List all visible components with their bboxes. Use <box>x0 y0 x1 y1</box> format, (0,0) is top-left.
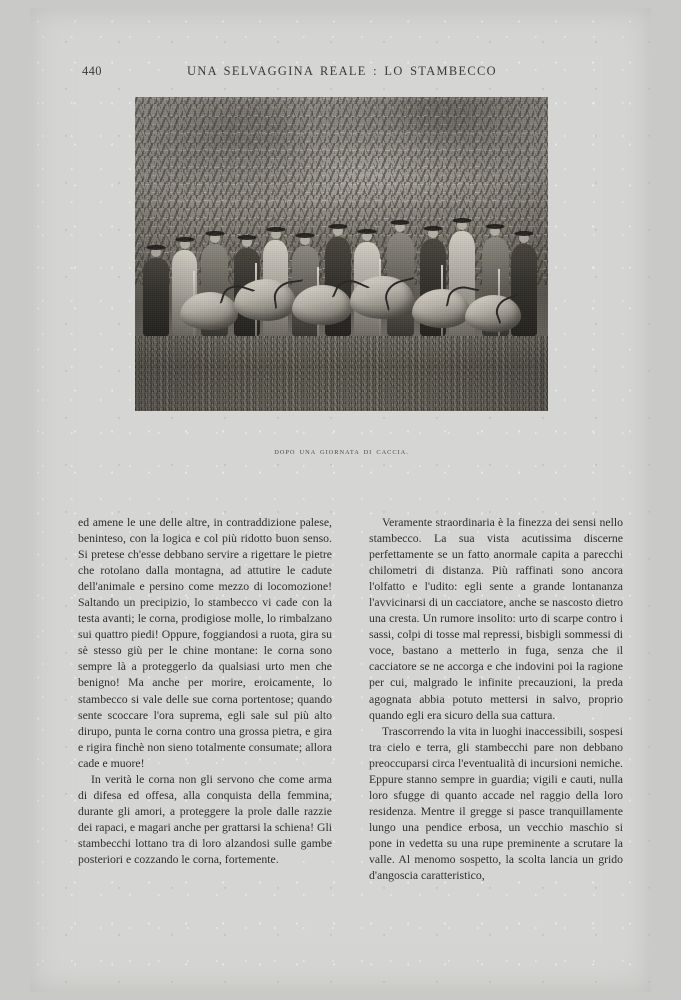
running-head <box>82 64 602 82</box>
paragraph: Veramente straordinaria è la finezza dei sensi nello stambecco. La sua vista acutissima discerne perfettamente se un fatto anormale capita a parecchi chilometri di distanza. Più raffinati sono ancora l'olfatto e l'udito: egli sente a grande lontananza l'avvicinarsi di un cacciatore, anche se nascosto dietro una cresta. Un rumore insolito: urto di scarpe contro i sassi, colpi di tosse mal repressi, bisbigli sommessi di voce, bastano a metterlo in fuga, senza che il cacciatore se ne accorga e che indovini poi la ragione per cui, malgrado le infinite precauzioni, la preda agognata abbia potuto mettersi in salvo, proprio quando egli era sicuro della sua cattura. <box>369 516 623 722</box>
page-number: 440 <box>82 64 102 78</box>
right-column <box>369 515 623 884</box>
paragraph: Trascorrendo la vita in luoghi inaccessibili, sospesi tra cielo e terra, gli stambecchi pare non debbano preoccuparsi circa l'eventualità di incursioni nemiche. Eppure stanno sempre in guardia; vigili e cauti, nulla loro sfugge di quanto accade nel raggio della loro residenza. Mentre il gregge si pasce tranquillamente lungo una pendice erbosa, un vecchio maschio si pone in vedetta su una rupe preminente a scrutare la valle. Al menomo sospetto, la scolta lancia un grido d'angoscia caratteristico, <box>369 724 623 883</box>
paragraph: In verità le corna non gli servono che come arma di difesa ed offesa, alla conquista della femmina, durante gli amori, a proteggere la prole dalle razzie dei rapaci, e magari anche per grattarsi la schiena! Gli stambecchi lottano tra di loro alzandosi sulle gambe posteriori e cozzando le corna, fortemente. <box>78 772 332 866</box>
paragraph: ed amene le une delle altre, in contraddizione palese, beninteso, con la logica e col più ridotto buon senso. Si pretese ch'esse debbano servire a rigettare le pietre che rotolano dalla montagna, ad attutire le cadute dell'animale e persino come mezzo di locomozione! Saltando un precipizio, lo stambecco vi cade con la testa avanti; le corna, prodigiose molle, lo rimbalzano sui quattro piedi! Oppure, foggiandosi a ruota, gira su sè stesso giù per le chine montane: le corna sono sempre là a proteggerlo da qualsiasi urto men che benigno! Ma anche per morire, eroicamente, lo stambecco si vale delle sue corna portentose; quando sente scoccare l'ora suprema, egli sale sul più alto dirupo, punta le corna contro una grossa pietra, e gira e rigira finchè non sieno totalmente consumate; allora cade e muore! <box>78 516 332 770</box>
body-text <box>78 515 623 884</box>
left-column <box>78 515 332 884</box>
running-title: UNA SELVAGGINA REALE : LO STAMBECCO <box>187 64 497 78</box>
halftone-grain <box>135 97 548 411</box>
page-sheet <box>30 8 651 992</box>
figure-caption: DOPO UNA GIORNATA DI CACCIA. <box>274 449 409 456</box>
photograph-hunting-party <box>135 97 548 411</box>
